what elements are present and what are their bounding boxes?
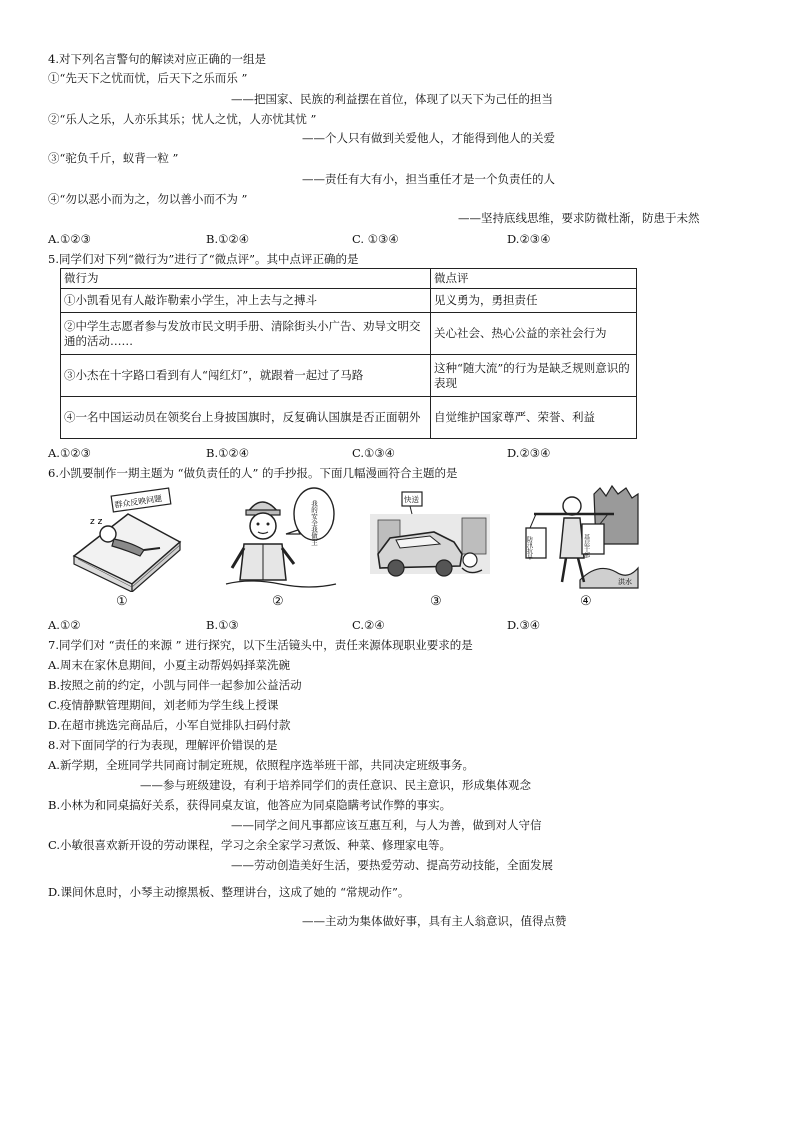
q5-header-behavior: 微行为 bbox=[61, 269, 431, 289]
q8-item-a: A.新学期，全班同学共同商讨制定班规，依照程序选举班干部，共同决定班级事务。 bbox=[48, 758, 474, 772]
cartoon-label-2: ② bbox=[272, 594, 284, 609]
q8-stem: 8.对下面同学的行为表现，理解评价错误的是 bbox=[48, 738, 278, 752]
q4-quote-3: ③“驼负千斤，蚁背一粒 ” bbox=[48, 151, 179, 165]
cartoon-4-flood-relief-official bbox=[520, 484, 640, 592]
q8-explain-c: ——劳动创造美好生活，要热爱劳动、提高劳动技能，全面发展 bbox=[231, 858, 553, 872]
q7-choice-b: B.按照之前的约定，小凯与同伴一起参加公益活动 bbox=[48, 678, 302, 692]
cartoon-label-3: ③ bbox=[430, 594, 442, 609]
q6-option-b: B.①③ bbox=[206, 618, 239, 632]
q5-row-2-behavior: ②中学生志愿者参与发放市民文明手册、清除街头小广告、劝导文明交通的活动…… bbox=[61, 313, 431, 355]
q7-choice-d: D.在超市挑选完商品后，小军自觉排队扫码付款 bbox=[48, 718, 291, 732]
q5-row-1-behavior: ①小凯看见有人敲诈勒索小学生，冲上去与之搏斗 bbox=[61, 289, 431, 313]
svg-text:z z: z z bbox=[90, 517, 103, 527]
cartoon-label-4: ④ bbox=[580, 594, 592, 609]
cartoon-3-bubble: 快送 bbox=[404, 495, 419, 504]
q6-stem: 6.小凯要制作一期主题为 “做负责任的人” 的手抄报。下面几幅漫画符合主题的是 bbox=[48, 466, 458, 480]
q7-choice-a: A.周末在家休息期间，小夏主动帮妈妈择菜洗碗 bbox=[48, 658, 290, 672]
q5-option-d: D.②③④ bbox=[507, 446, 551, 460]
q4-explain-2: ——个人只有做到关爱他人，才能得到他人的关爱 bbox=[302, 131, 555, 145]
q8-explain-a: ——参与班级建设，有利于培养同学们的责任意识、民主意识，形成集体观念 bbox=[140, 778, 531, 792]
cartoon-1-official-ignoring-complaints bbox=[68, 484, 188, 592]
q4-option-b: B.①②④ bbox=[206, 232, 250, 246]
q5-row-4-comment: 自觉维护国家尊严、荣誉、利益 bbox=[431, 397, 637, 439]
q4-quote-2: ②“乐人之乐，人亦乐其乐；忧人之忧，人亦忧其忧 ” bbox=[48, 112, 317, 126]
q7-stem: 7.同学们对 “责任的来源 ” 进行探究，以下生活镜头中，责任来源体现职业要求的是 bbox=[48, 638, 473, 652]
q4-explain-3: ——责任有大有小，担当重任才是一个负责任的人 bbox=[302, 172, 555, 186]
q8-explain-b: ——同学之间凡事都应该互惠互利，与人为善，做到对人守信 bbox=[231, 818, 542, 832]
q5-table bbox=[60, 268, 637, 439]
q5-row-1-comment: 见义勇为，勇担责任 bbox=[431, 289, 637, 313]
q5-row-3-behavior: ③小杰在十字路口看到有人“闯红灯”，就跟着一起过了马路 bbox=[61, 355, 431, 397]
cartoon-4-bucket-2: 基层干部 bbox=[582, 534, 590, 558]
q6-option-a: A.①② bbox=[48, 618, 81, 632]
cartoon-4-bucket-1: 防汛抗旱 bbox=[525, 536, 533, 560]
cartoon-2-bubble: 我的安全我做主 bbox=[310, 500, 318, 546]
q8-item-b: B.小林为和同桌搞好关系，获得同桌友谊，他答应为同桌隐瞒考试作弊的事实。 bbox=[48, 798, 452, 812]
q6-option-d: D.③④ bbox=[507, 618, 541, 632]
q4-option-d: D.②③④ bbox=[507, 232, 551, 246]
cartoon-label-1: ① bbox=[116, 594, 128, 609]
q5-row-4-behavior: ④一名中国运动员在领奖台上身披国旗时，反复确认国旗是否正面朝外 bbox=[61, 397, 431, 439]
cartoon-4-flood-label: 洪水 bbox=[618, 578, 632, 586]
q4-option-c: C. ①③④ bbox=[352, 232, 399, 246]
q5-option-b: B.①②④ bbox=[206, 446, 250, 460]
q7-choice-c: C.疫情静默管理期间，刘老师为学生线上授课 bbox=[48, 698, 279, 712]
q4-option-a: A.①②③ bbox=[48, 232, 91, 246]
q4-quote-1: ①“先天下之忧而忧，后天下之乐而乐 ” bbox=[48, 71, 248, 85]
cartoon-2-safety-worker bbox=[220, 484, 340, 592]
q8-item-c: C.小敏很喜欢新开设的劳动课程，学习之余全家学习煮饭、种菜、修理家电等。 bbox=[48, 838, 452, 852]
cartoon-1-sign: 群众反映问题 bbox=[113, 494, 163, 510]
q5-row-3-comment: 这种“随大流”的行为是缺乏规则意识的表现 bbox=[431, 355, 637, 397]
q5-row-2-comment: 关心社会、热心公益的亲社会行为 bbox=[431, 313, 637, 355]
q4-explain-1: ——把国家、民族的利益摆在首位，体现了以天下为己任的担当 bbox=[231, 92, 553, 106]
q5-option-c: C.①③④ bbox=[352, 446, 395, 460]
q8-explain-d: ——主动为集体做好事，具有主人翁意识，值得点赞 bbox=[302, 914, 567, 928]
cartoon-3-car-rescue bbox=[370, 484, 490, 592]
q4-stem: 4.对下列名言警句的解读对应正确的一组是 bbox=[48, 52, 266, 66]
q8-item-d: D.课间休息时，小琴主动擦黑板、整理讲台，这成了她的 “常规动作”。 bbox=[48, 885, 410, 899]
q5-header-comment: 微点评 bbox=[431, 269, 637, 289]
q4-quote-4: ④“勿以恶小而为之，勿以善小而不为 ” bbox=[48, 192, 248, 206]
q4-explain-4: ——坚持底线思维，要求防微杜渐，防患于未然 bbox=[458, 211, 700, 225]
q5-stem: 5.同学们对下列“微行为”进行了“微点评”。其中点评正确的是 bbox=[48, 252, 359, 266]
q5-option-a: A.①②③ bbox=[48, 446, 91, 460]
q6-option-c: C.②④ bbox=[352, 618, 385, 632]
